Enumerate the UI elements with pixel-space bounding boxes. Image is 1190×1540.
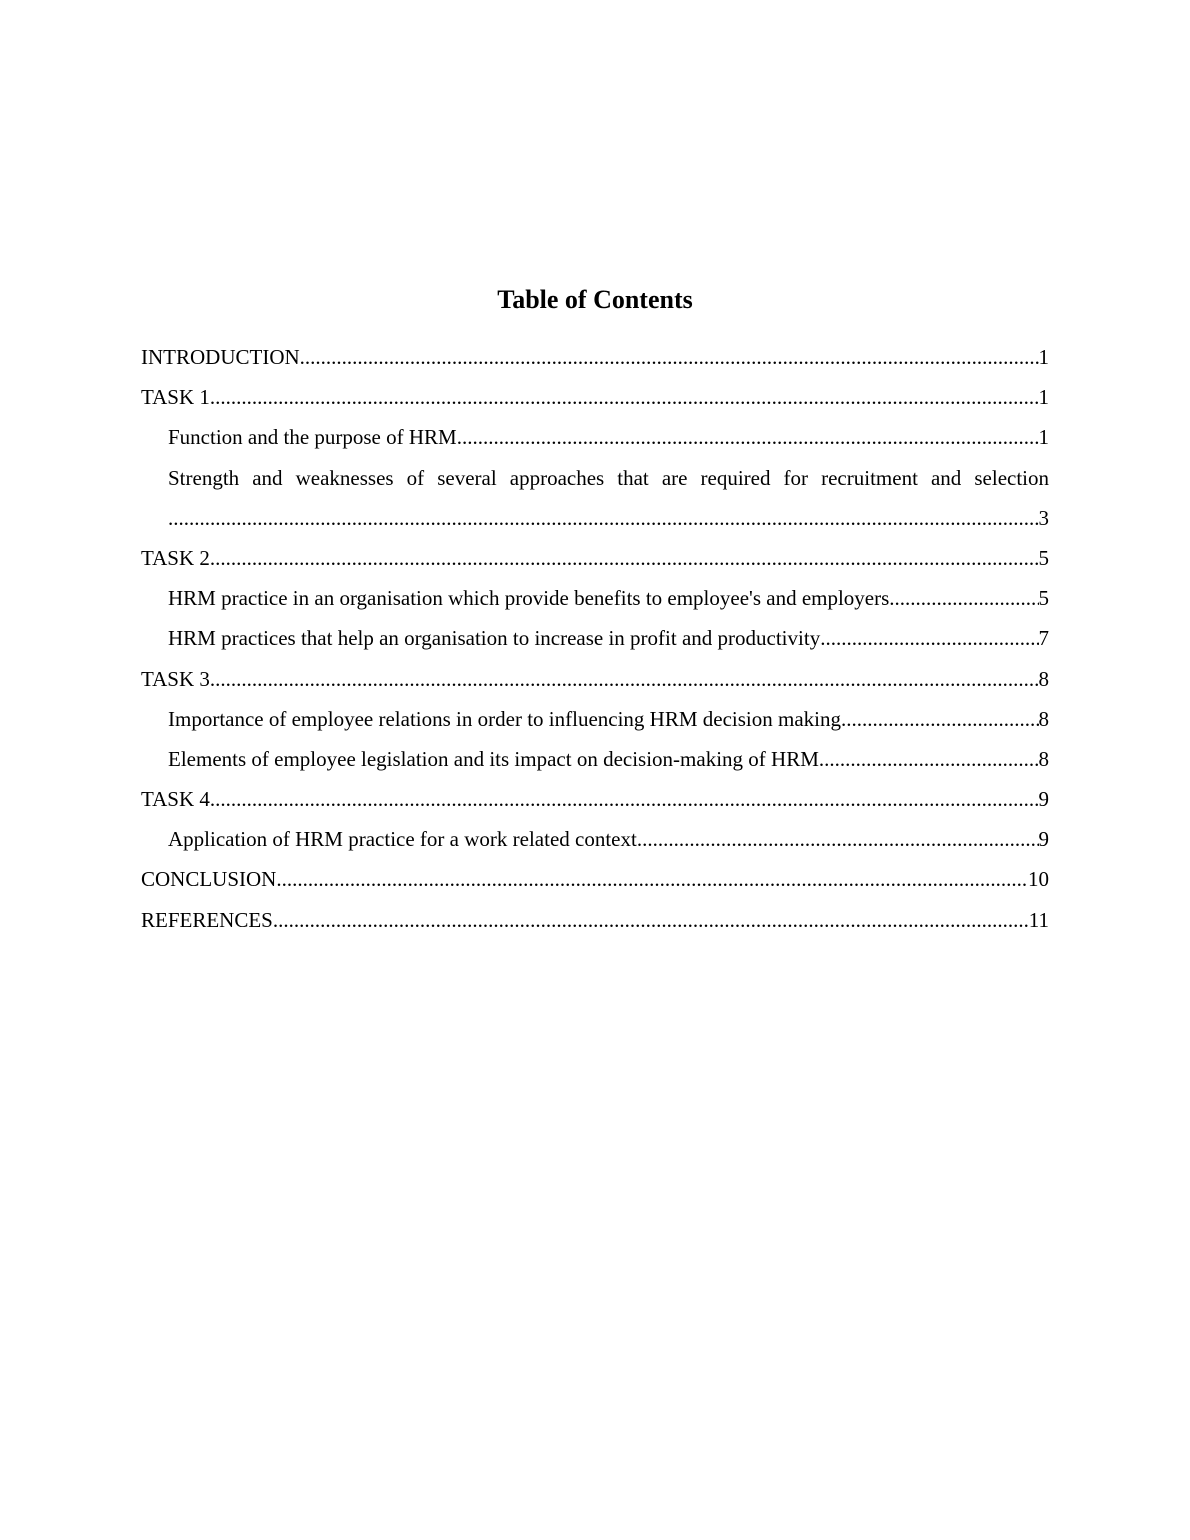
toc-entry-label: TASK 1 <box>141 385 210 410</box>
toc-entry-page: 1 <box>1038 385 1049 410</box>
toc-entry-label: INTRODUCTION <box>141 345 300 369</box>
toc-leader-dots <box>210 538 1039 578</box>
toc-entry-page: 8 <box>1038 666 1049 691</box>
toc-entry-label: REFERENCES <box>141 907 273 932</box>
toc-entry-label: Strength and weaknesses of several approaches that are required for recruitment and selection <box>168 465 1049 490</box>
table-of-contents <box>141 337 1049 940</box>
toc-entry-label: HRM practices that help an organisation to increase in profit and productivity <box>168 626 821 651</box>
toc-entry-label: Importance of employee relations in order to influencing HRM decision making <box>168 706 841 731</box>
toc-entry-page: 1 <box>1038 345 1049 369</box>
toc-entry-page: 1 <box>1038 425 1049 450</box>
toc-entry-page: 3 <box>1038 505 1049 530</box>
toc-entry-page: 11 <box>1028 907 1049 932</box>
toc-leader-dots <box>637 819 1039 859</box>
toc-entry-label: TASK 3 <box>141 666 210 691</box>
toc-entry-page: 5 <box>1038 586 1049 611</box>
toc-leader-dots <box>168 498 1039 538</box>
toc-entry-page: 10 <box>1028 867 1049 892</box>
toc-entry-task-1[interactable] <box>141 377 1049 417</box>
toc-entry-strength-weaknesses-continued[interactable] <box>168 498 1049 538</box>
toc-leader-dots <box>210 377 1039 417</box>
toc-entry-page: 8 <box>1038 706 1049 731</box>
toc-leader-dots <box>841 699 1039 739</box>
toc-entry-label: Elements of employee legislation and its impact on decision-making of HRM <box>168 746 819 771</box>
toc-entry-label: CONCLUSION <box>141 867 277 892</box>
toc-entry-page: 9 <box>1038 787 1049 812</box>
toc-leader-dots <box>820 618 1038 658</box>
toc-entry-page: 9 <box>1038 827 1049 852</box>
toc-entry-page: 8 <box>1038 746 1049 771</box>
toc-entry-page: 5 <box>1038 545 1049 570</box>
toc-leader-dots <box>819 739 1039 779</box>
toc-entry-introduction[interactable] <box>141 337 1049 377</box>
toc-leader-dots <box>210 779 1039 819</box>
toc-entry-label: Function and the purpose of HRM <box>168 425 457 450</box>
toc-entry-label: TASK 4 <box>141 787 210 812</box>
toc-entry-hrm-practice-benefits[interactable] <box>168 578 1049 618</box>
toc-entry-page: 7 <box>1038 626 1049 651</box>
toc-leader-dots <box>276 859 1028 899</box>
toc-leader-dots <box>210 659 1039 699</box>
toc-entry-application-hrm-practice[interactable] <box>168 819 1049 859</box>
toc-leader-dots <box>273 900 1029 940</box>
toc-title: Table of Contents <box>497 285 693 314</box>
toc-entry-employee-relations[interactable] <box>168 699 1049 739</box>
toc-entry-conclusion[interactable] <box>141 859 1049 899</box>
toc-leader-dots <box>300 337 1039 377</box>
toc-entry-references[interactable] <box>141 900 1049 940</box>
toc-leader-dots <box>889 578 1038 618</box>
toc-entry-task-3[interactable] <box>141 659 1049 699</box>
toc-entry-strength-weaknesses[interactable] <box>168 458 1049 498</box>
toc-entry-hrm-practices-profit[interactable] <box>168 618 1049 658</box>
toc-entry-task-4[interactable] <box>141 779 1049 819</box>
toc-entry-label: HRM practice in an organisation which provide benefits to employee's and employers <box>168 586 890 611</box>
toc-entry-function-purpose-hrm[interactable] <box>168 417 1049 457</box>
toc-entry-label: Application of HRM practice for a work related context <box>168 827 637 852</box>
toc-entry-task-2[interactable] <box>141 538 1049 578</box>
toc-entry-label: TASK 2 <box>141 545 210 570</box>
toc-leader-dots <box>457 417 1039 457</box>
toc-entry-employee-legislation[interactable] <box>168 739 1049 779</box>
